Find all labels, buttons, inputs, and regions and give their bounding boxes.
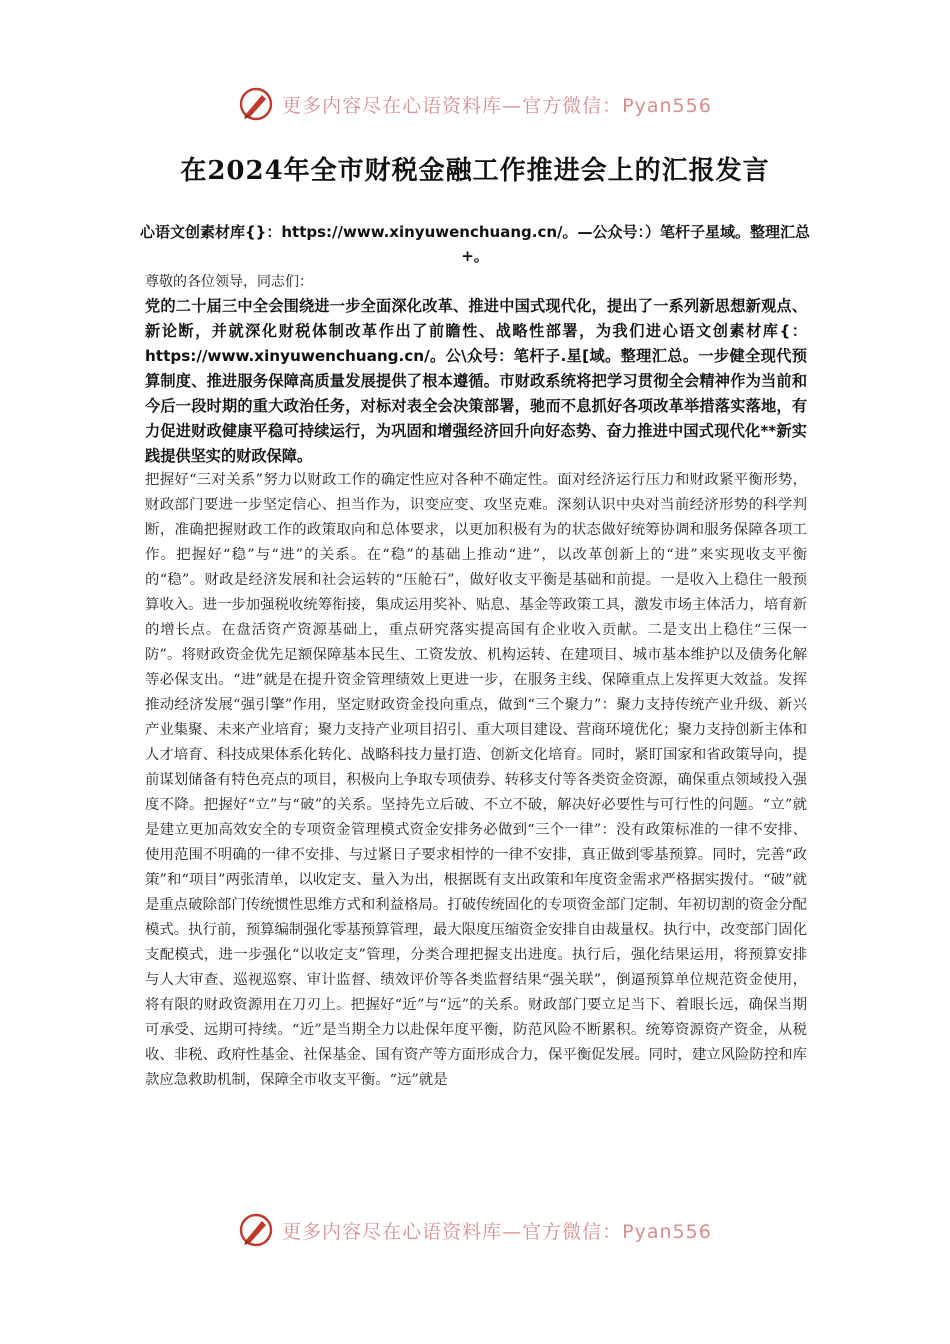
watermark-text <box>282 91 712 118</box>
watermark-slogan: 更多内容尽在心语资料库—官方微信： <box>282 94 623 117</box>
watermark-banner-top <box>0 82 950 126</box>
watermark-slogan: 更多内容尽在心语资料库—官方微信： <box>282 1220 623 1243</box>
watermark-text <box>282 1217 712 1244</box>
document-title: 在2024年全市财税金融工作推进会上的汇报发言 <box>180 156 770 186</box>
wechat-id: Pyan556 <box>622 1220 712 1243</box>
pen-logo-icon <box>238 1212 274 1248</box>
pen-logo-icon <box>238 86 274 122</box>
body-paragraph: 把握好“三对关系”努力以财政工作的确定性应对各种不确定性。面对经济运行压力和财政紧平衡形势，财政部门要进一步坚定信心、担当作为，识变应变、攻坚克难。深刻认识中央对当前经济形势的科学判断，准确把握财政工作的政策取向和总体要求，以更加积极有为的状态做好统筹协调和服务保障各项工作。把握好“稳”与“进”的关系。在“稳”的基础上推动“进”，以改革创新上的“进”来实现收支平衡的“稳”。财政是经济发展和社会运转的“压舱石”，做好收支平衡是基础和前提。一是收入上稳住一般预算收入。进一步加强税收统筹衔接，集成运用奖补、贴息、基金等政策工具，激发市场主体活力，培育新的增长点。在盘活资产资源基础上，重点研究落实提高国有企业收入贡献。二是支出上稳住“三保一防”。将财政资金优先足额保障基本民生、工资发放、机构运转、在建项目、城市基本维护以及债务化解等必保支出。“进”就是在提升资金管理绩效上更进一步，在服务主线、保障重点上发挥更大效益。发挥推动经济发展“强引擎”作用，坚定财政资金投向重点，做到“三个聚力”：聚力支持传统产业升级、新兴产业集聚、未来产业培育；聚力支持产业项目招引、重大项目建设、营商环境优化；聚力支持创新主体和人才培育、科技成果体系化转化、战略科技力量打造、创新文化培育。同时，紧盯国家和省政策导向，提前谋划储备有特色亮点的项目，积极向上争取专项债券、转移支付等各类资金资源，确保重点领域投入强度不降。把握好“立”与“破”的关系。坚持先立后破、不立不破，解决好必要性与可行性的问题。“立”就是建立更加高效安全的专项资金管理模式资金安排务必做到“三个一律”：没有政策标准的一律不安排、使用范围不明确的一律不安排、与过紧日子要求相悖的一律不安排，真正做到零基预算。同时，完善“政策”和“项目”两张清单，以收定支、量入为出，根据既有支出政策和年度资金需求严格据实拨付。“破”就是重点破除部门传统惯性思维方式和利益格局。打破传统固化的专项资金部门定制、年初切割的资金分配模式。执行前，预算编制强化零基预算管理，最大限度压缩资金安排自由裁量权。执行中，改变部门固化支配模式，进一步强化“以收定支”管理，分类合理把握支出进度。执行后，强化结果运用，将预算安排与人大审查、巡视巡察、审计监督、绩效评价等各类监督结果“强关联”，倒逼预算单位规范资金使用，将有限的财政资源用在刀刃上。把握好“近”与“远”的关系。财政部门要立足当下、着眼长远，确保当期可承受、远期可持续。“近”是当期全力以赴保年度平衡，防范风险不断累积。统筹资源资产资金，从税收、非税、政府性基金、社保基金、国有资产等方面形成合力，保平衡促发展。同时，建立风险防控和库款应急救助机制，保障全市收支平衡。“远”就是 <box>145 472 807 1088</box>
wechat-id: Pyan556 <box>622 94 712 117</box>
source-line: 心语文创素材库{}：https://www.xinyuwenchuang.cn/。—公众号：）笔杆子星域。整理汇总+。 <box>140 223 811 265</box>
watermark-banner-bottom <box>0 1208 950 1252</box>
greeting: 尊敬的各位领导，同志们： <box>145 274 313 290</box>
intro-paragraph: 党的二十届三中全会围绕进一步全面深化改革、推进中国式现代化，提出了一系列新思想新观点、新论断，并就深化财税体制改革作出了前瞻性、战略性部署，为我们进心语文创素材库{：https://www.xinyuwenchuang.cn/。公\众号：笔杆子.星[域。整理汇总。一步健全现代预算制度、推进服务保障高质量发展提供了根本遵循。市财政系统将把学习贯彻全会精神作为当前和今后一段时期的重大政治任务，对标对表全会决策部署，驰而不息抓好各项改革举措落实落地，有力促进财政健康平稳可持续运行，为巩固和增强经济回升向好态势、奋力推进中国式现代化**新实践提供坚实的财政保障。 <box>145 297 807 465</box>
